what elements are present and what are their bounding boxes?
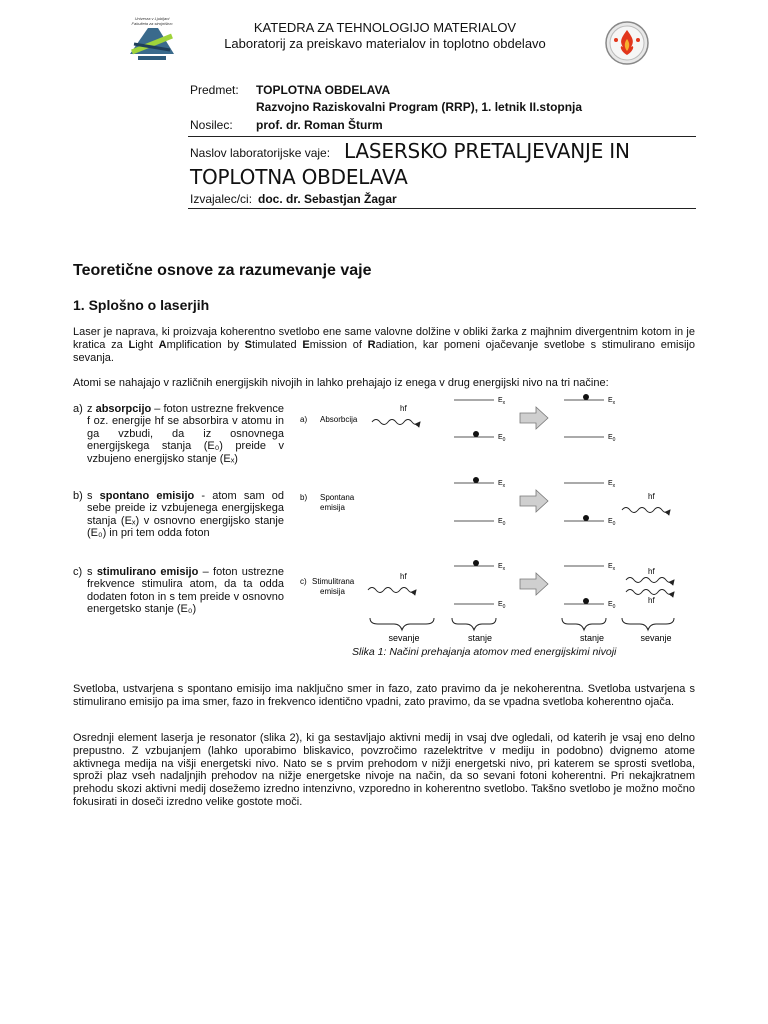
- paragraph-coherence: Svetloba, ustvarjena s spontano emisijo ima naključno smer in fazo, zato pravimo da je nekoherentna. Svetloba ustvarjena s stimulirano emisijo pa ima smer, fazo in frekvenco identično vpadni, zato pravimo, da se vpadna svetloba koherentno ojača.: [73, 683, 695, 708]
- svg-text:hf: hf: [648, 567, 655, 576]
- figure-row-spontaneous-emission: [300, 477, 670, 527]
- svg-text:E0: $E_0$: [608, 518, 616, 527]
- arrow-right-icon: [520, 573, 548, 595]
- svg-text:Absorbcija: Absorbcija: [320, 415, 358, 424]
- svg-text:Univerza v Ljubljani: Univerza v Ljubljani: [134, 16, 170, 21]
- svg-text:Ex: $E_x$: [498, 480, 506, 489]
- svg-text:Stimulitrana: Stimulitrana: [312, 577, 355, 586]
- list-item-term: absorpcijo: [95, 403, 152, 415]
- lab-title-line2: TOPLOTNA OBDELAVA: [190, 165, 408, 189]
- arrow-right-icon: [520, 490, 548, 512]
- svg-text:Ex: $E_x$: [608, 480, 616, 489]
- svg-text:E0: $E_0$: [608, 601, 616, 610]
- svg-text:E0: $E_0$: [498, 601, 506, 610]
- program-value: Razvojno Raziskovalni Program (RRP), 1. letnik II.stopnja: [256, 100, 583, 114]
- laboratory-logo: [604, 20, 650, 66]
- brace-label-sevanje: sevanje: [388, 633, 420, 643]
- svg-text:E0: $E_0$: [498, 434, 506, 443]
- naslov-label: Naslov laboratorijske vaje:: [190, 146, 331, 160]
- main-heading: Teoretične osnove za razumevanje vaje: [73, 262, 372, 279]
- lab-title-line1: LASERSKO PRETALJEVANJE IN: [344, 139, 630, 163]
- figure-row-stimulated-emission: [300, 560, 674, 610]
- university-logo: [128, 14, 176, 64]
- svg-text:emisija: emisija: [320, 587, 345, 596]
- svg-text:Spontana: Spontana: [320, 493, 355, 502]
- section-heading: 1. Splošno o laserjih: [73, 297, 210, 313]
- header-divider-bottom: [188, 208, 696, 209]
- list-item: a) z absorpcijo – foton ustrezne frekvence f oz. energije hf se absorbira v atomu in ga vzbudi, da iz osnovnega energijskega stanja (E₀) preide v vzbujeno energijsko stanje (Eₓ): [73, 403, 285, 465]
- svg-text:Ex: $E_x$: [608, 563, 616, 572]
- svg-text:emisija: emisija: [320, 503, 345, 512]
- arrow-right-icon: [520, 407, 548, 429]
- svg-text:Fakulteta za strojništvo: Fakulteta za strojništvo: [131, 21, 173, 26]
- svg-text:hf: hf: [400, 572, 407, 581]
- list-item-label: c): [73, 566, 83, 578]
- photon-wave-icon: [372, 420, 420, 425]
- brace-label-stanje: stanje: [467, 633, 493, 643]
- predmet-label: Predmet:: [190, 83, 239, 97]
- paragraph-laser-definition: Laser je naprava, ki proizvaja koherentno svetlobo ene same valovne dolžine v obliki žarka z majhnim divergentnim kotom in je kratica za Light Amplification by Stimulated Emission of Radiation, kar pomeni ojačevanje svetlobe s stimulirano emisijo sevanja.: [73, 326, 695, 364]
- paragraph-energy-levels: Atomi se nahajajo v različnih energijskih nivojih in lahko prehajajo iz enega v drug energijski nivo na tri načine:: [73, 377, 609, 389]
- svg-text:hf: hf: [648, 492, 655, 501]
- svg-text:hf: hf: [400, 404, 407, 413]
- list-item-label: b): [73, 490, 83, 502]
- svg-text:Ex: $E_x$: [608, 397, 616, 406]
- photon-wave-icon: [368, 588, 416, 593]
- grouping-braces: [370, 618, 674, 630]
- svg-text:Ex: $E_x$: [498, 397, 506, 406]
- list-item: b) s spontano emisijo - atom sam od sebe preide iz vzbujenega energijskega stanja (Eₓ) v osnovno energijsko stanje (E₀) in pri tem odda foton: [73, 490, 284, 540]
- energy-levels-figure: [296, 392, 696, 646]
- svg-text:a): a): [300, 415, 308, 424]
- izvajalec-value: doc. dr. Sebastjan Žagar: [258, 192, 397, 206]
- photon-wave-icon: [626, 590, 674, 595]
- figure-caption: Slika 1: Načini prehajanja atomov med energijskimi nivoji: [352, 646, 617, 658]
- svg-text:E0: $E_0$: [498, 518, 506, 527]
- nosilec-value: prof. dr. Roman Šturm: [256, 118, 383, 132]
- paragraph-resonator: Osrednji element laserja je resonator (slika 2), ki ga sestavljajo aktivni medij in vsaj dve ogledali, od katerih je vsaj eno delno prepustno. Z vzbujanjem (lahko uporabimo bliskavico, povzročimo razelektritve v mediju in podobno) dvignemo atome aktivnega medija na višji energetski nivo. Nato se s prvim prehodom v nižji energetski nivo, pri katerem se sprosti svetloba, sproži plaz vseh nadaljnjih prehodov na nižje energetske nivoje na način, da so sevani fotoni koherentni. Pri nekajkratnem prehodu skozi aktivni medij dosežemo izredno intenzivno, vzporedno in koherentno svetlobo. Takšno svetlobo je možno močno fokusirati in doseči izredno velike gostote moči.: [73, 732, 695, 808]
- brace-label-sevanje: sevanje: [640, 633, 672, 643]
- laboratory-subtitle: Laboratorij za preiskavo materialov in toplotno obdelavo: [224, 36, 546, 51]
- svg-text:Ex: $E_x$: [498, 563, 506, 572]
- svg-text:hf: hf: [648, 596, 655, 605]
- photon-wave-icon: [626, 578, 674, 583]
- photon-wave-icon: [622, 508, 670, 513]
- predmet-value: TOPLOTNA OBDELAVA: [256, 83, 391, 97]
- izvajalec-label: Izvajalec/ci:: [190, 192, 253, 206]
- department-title: KATEDRA ZA TEHNOLOGIJO MATERIALOV: [253, 20, 517, 35]
- list-item-term: stimulirano emisijo: [96, 566, 199, 578]
- figure-row-absorption: [300, 394, 616, 443]
- header-divider-top: [188, 136, 696, 137]
- list-item-label: a): [73, 403, 83, 415]
- brace-label-stanje: stanje: [579, 633, 605, 643]
- nosilec-label: Nosilec:: [190, 118, 233, 132]
- list-item: c) s stimulirano emisijo – foton ustrezne frekvence stimulira atom, da ta odda dodaten foton in s tem preide v osnovno energetsko stanje (E₀): [73, 566, 284, 616]
- list-item-term: spontano emisijo: [99, 490, 195, 502]
- svg-text:b): b): [300, 493, 308, 502]
- svg-text:c): c): [300, 577, 307, 586]
- svg-text:E0: $E_0$: [608, 434, 616, 443]
